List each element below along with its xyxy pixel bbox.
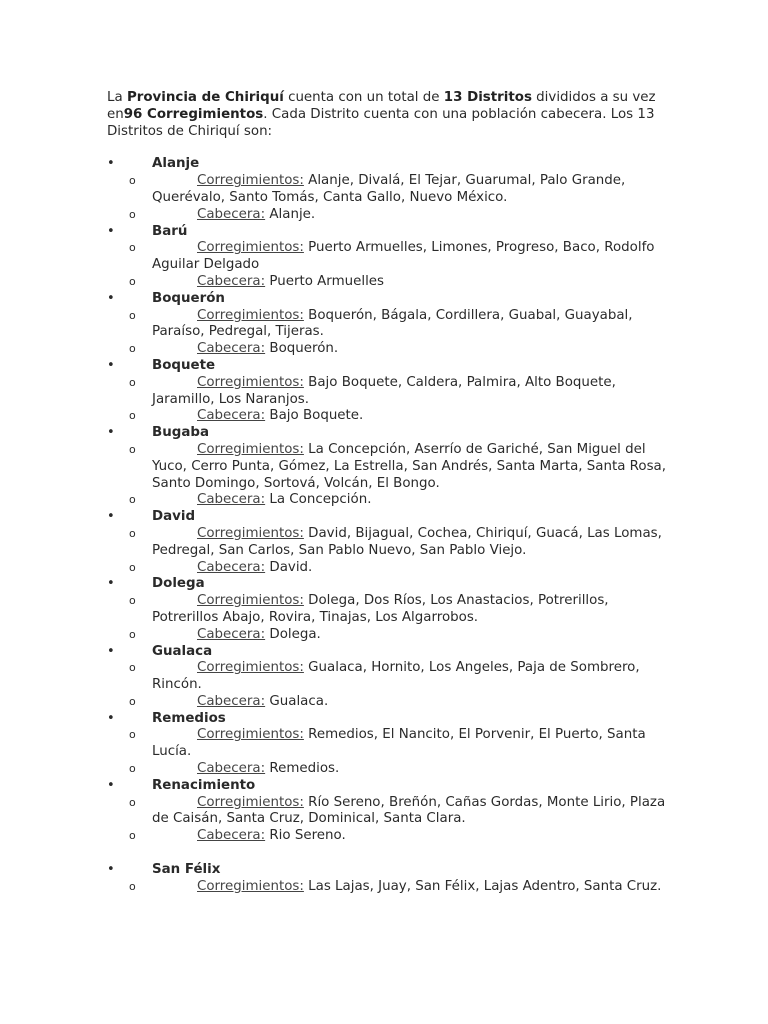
bullet-circle-icon: o	[129, 762, 136, 776]
bullet-disc-icon: •	[107, 290, 115, 306]
corregimientos-text	[152, 442, 667, 492]
intro-text-2: cuenta con un total de	[283, 90, 444, 105]
corregimientos-text	[152, 173, 667, 207]
district-item	[107, 224, 667, 291]
bullet-circle-icon: o	[129, 241, 136, 255]
corregimientos-value: Alanje, Divalá, El Tejar, Guarumal, Palo Grande, Querévalo, Santo Tomás, Canta Gallo, Nuevo México.	[152, 173, 626, 205]
district-item	[107, 862, 667, 896]
province-name: Provincia de Chiriquí	[126, 90, 284, 105]
bullet-circle-icon: o	[129, 375, 136, 389]
bullet-circle-icon: o	[129, 442, 136, 456]
corregimientos-item	[107, 593, 667, 627]
corregimientos-value: Bajo Boquete, Caldera, Palmira, Alto Boquete, Jaramillo, Los Naranjos.	[152, 374, 616, 407]
district-name: Dolega	[152, 576, 205, 592]
cabecera-value: Boquerón.	[265, 341, 339, 357]
cabecera-value: Bajo Boquete.	[265, 408, 364, 424]
cabecera-label: Cabecera:	[197, 693, 266, 709]
cabecera-value: Dolega.	[265, 626, 321, 642]
district-details	[129, 727, 667, 777]
cabecera-label: Cabecera:	[197, 206, 266, 222]
district-name: Renacimiento	[152, 777, 256, 793]
corregimiento-count: 96 Corregimientos	[123, 106, 264, 122]
bullet-circle-icon: o	[129, 308, 136, 322]
district-details	[129, 878, 667, 896]
corregimientos-value: Río Sereno, Breñón, Cañas Gordas, Monte Lirio, Plaza de Caisán, Santa Cruz, Dominical, Santa Clara.	[152, 794, 666, 827]
district-name: Boquete	[152, 357, 216, 373]
cabecera-label: Cabecera:	[197, 761, 266, 777]
corregimientos-text	[152, 879, 667, 896]
cabecera-text	[152, 207, 667, 224]
cabecera-value: Alanje.	[265, 206, 316, 222]
corregimientos-text	[152, 375, 667, 409]
blank-line	[107, 845, 667, 862]
cabecera-label: Cabecera:	[197, 559, 266, 575]
bullet-circle-icon: o	[129, 661, 136, 675]
cabecera-item	[107, 761, 667, 778]
corregimientos-text	[152, 795, 667, 829]
district-details	[129, 173, 667, 223]
bullet-disc-icon: •	[107, 509, 115, 525]
corregimientos-label: Corregimientos:	[197, 374, 304, 390]
cabecera-item	[107, 408, 667, 425]
bullet-disc-icon: •	[107, 777, 115, 793]
cabecera-label: Cabecera:	[197, 492, 266, 508]
corregimientos-label: Corregimientos:	[197, 525, 304, 541]
corregimientos-label: Corregimientos:	[197, 794, 304, 810]
bullet-circle-icon: o	[129, 728, 136, 742]
district-count: 13 Distritos	[443, 90, 532, 105]
corregimientos-item	[107, 727, 667, 761]
cabecera-item	[107, 627, 667, 644]
cabecera-item	[107, 341, 667, 358]
corregimientos-value: Puerto Armuelles, Limones, Progreso, Baco, Rodolfo Aguilar Delgado	[152, 240, 655, 273]
corregimientos-item	[107, 308, 667, 342]
district-item	[107, 644, 667, 711]
bullet-circle-icon: o	[129, 409, 136, 423]
intro-text-4: . Cada Distrito cuenta con una población cabecera. Los 13 Distritos de Chiriquí son:	[107, 106, 655, 139]
cabecera-value: Remedios.	[265, 761, 340, 777]
cabecera-text	[152, 341, 667, 358]
corregimientos-item	[107, 660, 667, 694]
corregimientos-item	[107, 442, 667, 492]
district-item	[107, 358, 667, 425]
cabecera-text	[152, 694, 667, 711]
bullet-disc-icon: •	[107, 643, 115, 659]
cabecera-value: Rio Sereno.	[265, 828, 346, 844]
cabecera-item	[107, 207, 667, 224]
corregimientos-item	[107, 879, 667, 896]
corregimientos-item	[107, 173, 667, 207]
cabecera-value: Gualaca.	[265, 693, 329, 709]
district-details	[129, 307, 667, 358]
district-details	[129, 240, 667, 290]
bullet-circle-icon: o	[129, 560, 136, 574]
cabecera-value: La Concepción.	[265, 492, 372, 508]
bullet-circle-icon: o	[129, 694, 136, 708]
corregimientos-label: Corregimientos:	[197, 240, 304, 256]
bullet-circle-icon: o	[129, 174, 136, 188]
district-name: Boquerón	[152, 290, 225, 306]
district-name: Bugaba	[152, 425, 209, 441]
cabecera-item	[107, 694, 667, 711]
corregimientos-label: Corregimientos:	[197, 441, 304, 457]
corregimientos-item	[107, 240, 667, 274]
corregimientos-value: Boquerón, Bágala, Cordillera, Guabal, Guayabal, Paraíso, Pedregal, Tijeras.	[152, 307, 633, 340]
district-details	[129, 794, 667, 845]
bullet-circle-icon: o	[129, 493, 136, 507]
bullet-circle-icon: o	[129, 829, 136, 843]
corregimientos-label: Corregimientos:	[197, 307, 304, 323]
corregimientos-label: Corregimientos:	[197, 173, 304, 189]
bullet-disc-icon: •	[107, 861, 115, 877]
district-name: David	[152, 509, 196, 525]
district-item	[107, 778, 667, 845]
cabecera-label: Cabecera:	[197, 828, 266, 844]
corregimientos-value: Remedios, El Nancito, El Porvenir, El Puerto, Santa Lucía.	[152, 727, 646, 760]
corregimientos-item	[107, 795, 667, 829]
bullet-circle-icon: o	[129, 207, 136, 221]
cabecera-value: Puerto Armuelles	[265, 273, 385, 289]
district-details	[129, 441, 667, 509]
district-item	[107, 425, 667, 509]
cabecera-item	[107, 274, 667, 291]
bullet-disc-icon: •	[107, 357, 115, 373]
cabecera-item	[107, 828, 667, 845]
corregimientos-text	[152, 593, 667, 627]
cabecera-item	[107, 560, 667, 577]
bullet-disc-icon: •	[107, 156, 115, 172]
district-list	[107, 156, 667, 895]
document-page	[107, 90, 667, 895]
intro-text-1: La	[107, 90, 127, 105]
district-details	[129, 593, 667, 643]
bullet-circle-icon: o	[129, 627, 136, 641]
cabecera-text	[152, 761, 667, 778]
corregimientos-label: Corregimientos:	[197, 727, 304, 743]
cabecera-label: Cabecera:	[197, 408, 266, 424]
bullet-disc-icon: •	[107, 425, 115, 441]
cabecera-label: Cabecera:	[197, 626, 266, 642]
bullet-circle-icon: o	[129, 594, 136, 608]
corregimientos-value: David, Bijagual, Cochea, Chiriquí, Guacá, Las Lomas, Pedregal, San Carlos, San Pablo Nuevo, San Pablo Viejo.	[152, 525, 662, 558]
district-name: Remedios	[152, 710, 226, 726]
district-details	[129, 525, 667, 576]
cabecera-item	[107, 492, 667, 509]
cabecera-text	[152, 408, 667, 425]
cabecera-text	[152, 828, 667, 845]
bullet-circle-icon: o	[129, 526, 136, 540]
corregimientos-text	[152, 660, 667, 694]
bullet-circle-icon: o	[129, 879, 136, 893]
bullet-disc-icon: •	[107, 710, 115, 726]
corregimientos-value: Las Lajas, Juay, San Félix, Lajas Adentro, Santa Cruz.	[303, 878, 662, 894]
district-name: San Félix	[152, 861, 221, 877]
corregimientos-value: La Concepción, Aserrío de Gariché, San Miguel del Yuco, Cerro Punta, Gómez, La Estrella, San Andrés, Santa Marta, Santa Rosa, Santo Domingo, Sortová, Volcán, El Bongo.	[152, 441, 667, 491]
cabecera-label: Cabecera:	[197, 273, 266, 289]
bullet-circle-icon: o	[129, 274, 136, 288]
corregimientos-text	[152, 727, 667, 761]
corregimientos-label: Corregimientos:	[197, 878, 304, 894]
district-details	[129, 374, 667, 425]
corregimientos-value: Gualaca, Hornito, Los Angeles, Paja de Sombrero, Rincón.	[152, 660, 640, 693]
district-item	[107, 509, 667, 576]
corregimientos-item	[107, 526, 667, 560]
corregimientos-item	[107, 375, 667, 409]
corregimientos-text	[152, 308, 667, 342]
district-item	[107, 156, 667, 223]
cabecera-value: David.	[265, 559, 313, 575]
bullet-circle-icon: o	[129, 795, 136, 809]
district-item	[107, 291, 667, 358]
district-name: Barú	[152, 223, 188, 239]
district-item	[107, 576, 667, 643]
district-name: Alanje	[152, 156, 200, 172]
bullet-disc-icon: •	[107, 576, 115, 592]
corregimientos-text	[152, 526, 667, 560]
bullet-disc-icon: •	[107, 223, 115, 239]
district-name: Gualaca	[152, 643, 213, 659]
corregimientos-text	[152, 240, 667, 274]
district-item	[107, 711, 667, 778]
cabecera-label: Cabecera:	[197, 341, 266, 357]
bullet-circle-icon: o	[129, 342, 136, 356]
corregimientos-value: Dolega, Dos Ríos, Los Anastacios, Potrerillos, Potrerillos Abajo, Rovira, Tinajas, Los Algarrobos.	[152, 593, 609, 625]
cabecera-text	[152, 492, 667, 509]
cabecera-text	[152, 560, 667, 577]
cabecera-text	[152, 627, 667, 644]
cabecera-text	[152, 274, 667, 291]
intro-paragraph	[107, 90, 667, 140]
intro-text-3: divididos a su vez en	[107, 90, 656, 122]
corregimientos-label: Corregimientos:	[197, 593, 304, 609]
district-details	[129, 660, 667, 710]
corregimientos-label: Corregimientos:	[197, 660, 304, 676]
